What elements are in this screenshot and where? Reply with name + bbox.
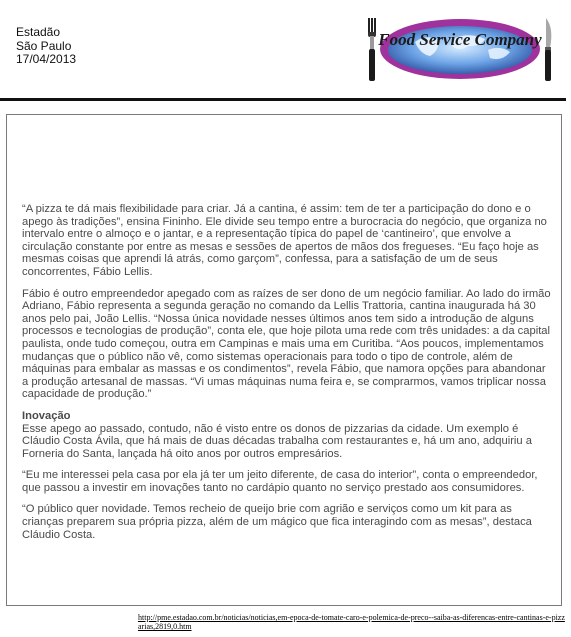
knife-icon	[545, 18, 551, 81]
header-divider	[0, 98, 566, 101]
paragraph-2: Fábio é outro empreendedor apegado com as raízes de ser dono de um negócio familiar. Ao lado do irmão Adriano, Fábio representa a segunda geração no comando da Lellis Trattoria, cantina inaugurada há 30 anos pelo pai, João Lellis. “Nossa única novidade nesses últimos anos tem sido a introdução de alguns processos e tecnologias de produção”, conta ele, que hoje pilota uma rede com três unidades: a da capital paulista, onde tudo começou, outra em Campinas e mais uma em Curitiba. “Aos poucos, implementamos mudanças que o público não vê, como sistemas operacionais para todo o tipo de controle, além de máquinas para embalar as massas e os condimentos”, revela Fábio, que namora opções para abandonar a produção artesanal de massas. “Vi umas máquinas numa feira e, se comprarmos, vamos triplicar nossa capacidade de produção.”	[22, 287, 551, 401]
publication-info	[16, 26, 76, 67]
paragraph-5: “O público quer novidade. Temos recheio de queijo brie com agrião e serviços como um kit para as crianças preparem sua própria pizza, além de um mágico que fica interagindo com as mesas”, destaca Cláudio Costa.	[22, 503, 532, 541]
paragraph-3: Esse apego ao passado, contudo, não é visto entre os donos de pizzarias da cidade. Um exemplo é Cláudio Costa Ávila, que há mais de duas décadas trabalha com restaurantes e, há um ano, adquiriu a Forneria do Santa, lançada há oito anos por outros empresários.	[22, 422, 532, 460]
article-body	[22, 203, 552, 550]
paragraph-1: “A pizza te dá mais flexibilidade para criar. Já a cantina, é assim: tem de ter a participação do dono e o apego às tradições”, ensina Fininho. Ele divide seu tempo entre a burocracia do negócio, que organiza no intervalo entre o almoço e o jantar, e a representação típica do papel de ‘cantineiro’, que envolve a circulação constante por entre as mesas e sessões de apertos de mãos dos fregueses. “Eu faço hoje as mesmas coisas que aprendi lá atrás, como garçom”, confessa, para a satisfação de um de seus concorrentes, Fábio Lellis.	[22, 203, 547, 278]
food-service-company-logo	[360, 12, 560, 86]
logo-graphic	[360, 12, 560, 86]
publication-city: São Paulo	[16, 38, 72, 53]
source-link[interactable]: http://pme.estadao.com.br/noticias/noticias,em-epoca-de-tomate-caro-e-polemica-de-preco--saiba-as-diferencas-entre-cantinas-e-pizzarias,2819,0.htm	[138, 613, 565, 631]
publication-name: Estadão	[16, 25, 61, 39]
subheading-inovacao: Inovação	[22, 409, 71, 422]
paragraph-4: “Eu me interessei pela casa por ela já ter um jeito diferente, de casa do interior”, conta o empreendedor, que passou a investir em inovações tanto no cardápio quanto no serviço prestado aos consumidores.	[22, 469, 538, 494]
fork-icon	[368, 18, 376, 81]
logo-text: Food Service Company	[378, 30, 542, 49]
publication-date: 17/04/2013	[16, 52, 77, 66]
